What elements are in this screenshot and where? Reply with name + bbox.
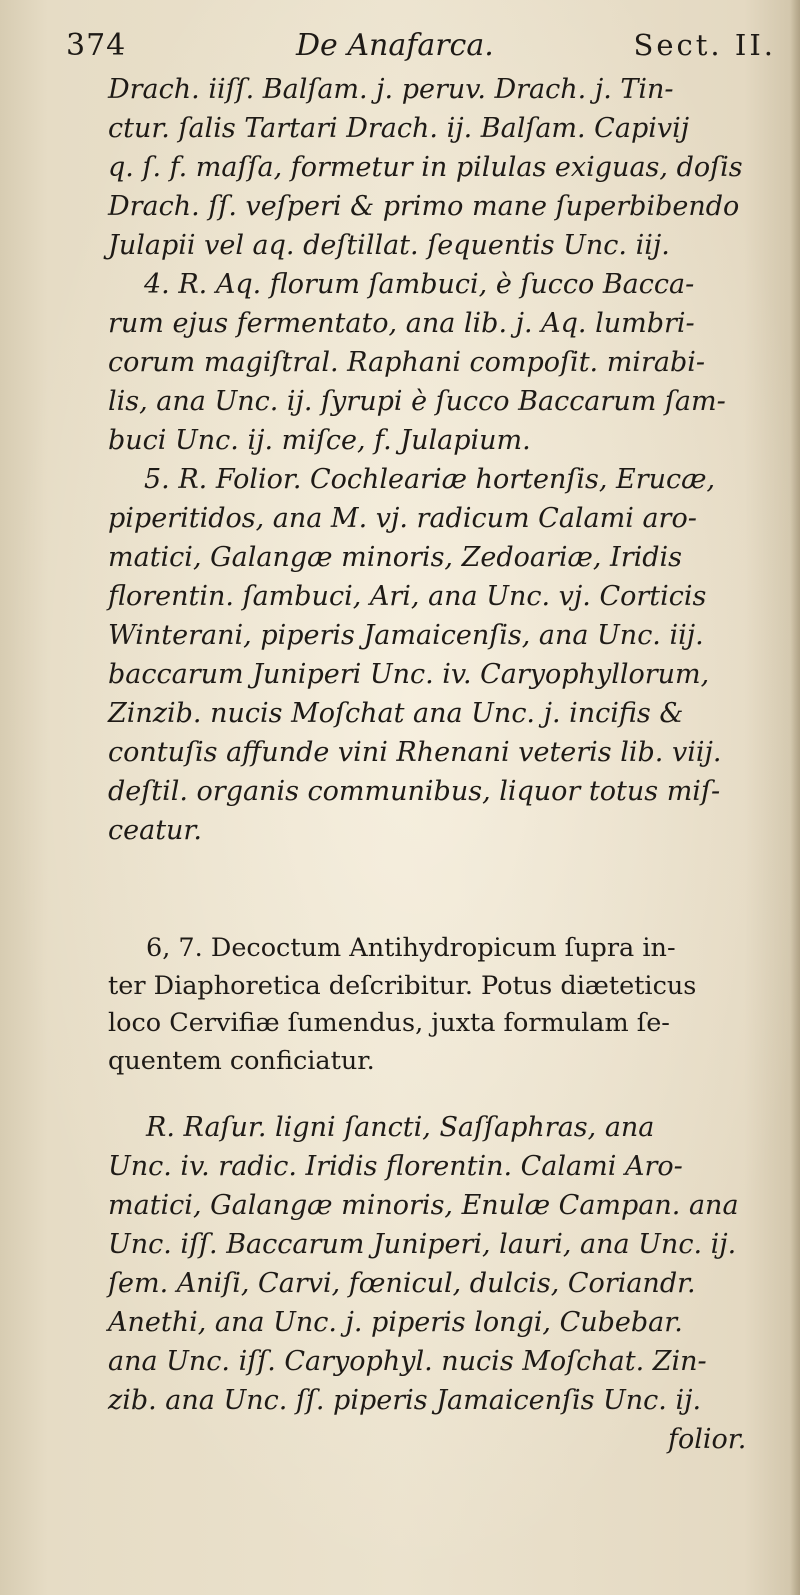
text-line: ana Unc. iſſ. Caryophyl. nucis Moſchat. Zin- <box>108 1346 707 1377</box>
catchword: folior. <box>668 1424 747 1455</box>
running-title: De Anafarca. <box>296 28 494 63</box>
text-line: matici, Galangæ minoris, Enulæ Campan. ana <box>108 1190 739 1221</box>
prose-paragraph <box>108 930 768 1080</box>
text-line: florentin. ſambuci, Ari, ana Unc. vj. Corticis <box>108 581 707 612</box>
text-line: Unc. iſſ. Baccarum Juniperi, lauri, ana Unc. ij. <box>108 1229 737 1260</box>
text-line: zib. ana Unc. ſſ. piperis Jamaicenſis Unc. ij. <box>108 1385 702 1416</box>
text-line: Unc. iv. radic. Iridis florentin. Calami Aro- <box>108 1151 683 1182</box>
text-line: ſem. Aniſi, Carvi, fœnicul, dulcis, Coriandr. <box>108 1268 696 1299</box>
text-line: 6, 7. Decoctum Antihydropicum ſupra in- <box>146 933 676 963</box>
text-line: Zinzib. nucis Moſchat ana Unc. j. incifis & <box>108 698 684 729</box>
text-line: quentem conficiatur. <box>108 1045 375 1076</box>
text-line: ter Diaphoretica deſcribitur. Potus diæteticus <box>108 970 697 1001</box>
section-label: Sect. II. <box>633 28 776 62</box>
text-line: deſtil. organis communibus, liquor totus miſ- <box>108 776 721 807</box>
text-line: matici, Galangæ minoris, Zedoariæ, Iridis <box>108 542 683 573</box>
running-head <box>66 28 776 68</box>
text-line: 5. R. Folior. Cochleariæ hortenſis, Erucæ, <box>144 464 716 495</box>
text-line: Anethi, ana Unc. j. piperis longi, Cubebar. <box>108 1307 683 1338</box>
text-line: 4. R. Aq. florum ſambuci, è ſucco Bacca- <box>144 269 695 300</box>
text-line: lis, ana Unc. ij. ſyrupi è ſucco Baccarum ſam- <box>108 386 726 417</box>
text-line: contuſis affunde vini Rhenani veteris lib. viij. <box>108 737 722 768</box>
text-line: baccarum Juniperi Unc. iv. Caryophyllorum, <box>108 659 710 690</box>
text-line: Drach. iiſſ. Balſam. j. peruv. Drach. j. Tin- <box>108 74 674 105</box>
text-line: piperitidos, ana M. vj. radicum Calami aro- <box>108 503 697 534</box>
second-formula-block <box>108 1108 768 1459</box>
text-line: Drach. ſſ. veſperi & primo mane ſuperbibendo <box>108 191 740 222</box>
text-line: q. ſ. f. maſſa, formetur in pilulas exiguas, doſis <box>108 152 743 183</box>
text-line: ceatur. <box>108 815 202 846</box>
text-line: Julapii vel aq. deſtillat. ſequentis Unc. iij. <box>108 230 670 261</box>
page-number: 374 <box>66 28 127 63</box>
text-line: rum ejus fermentato, ana lib. j. Aq. lumbri- <box>108 308 695 339</box>
text-line: R. Raſur. ligni ſancti, Saſſaphras, ana <box>146 1112 655 1143</box>
formula-block <box>108 70 768 850</box>
text-line: buci Unc. ij. miſce, f. Julapium. <box>108 425 531 456</box>
text-line: corum magiſtral. Raphani compoſit. mirabi- <box>108 347 705 378</box>
text-line: loco Cervifiæ ſumendus, juxta formulam ſe- <box>108 1008 670 1038</box>
text-line: Winterani, piperis Jamaicenſis, ana Unc. iij. <box>108 620 704 651</box>
text-line: ctur. ſalis Tartari Drach. ij. Balſam. Capivij <box>108 113 690 144</box>
